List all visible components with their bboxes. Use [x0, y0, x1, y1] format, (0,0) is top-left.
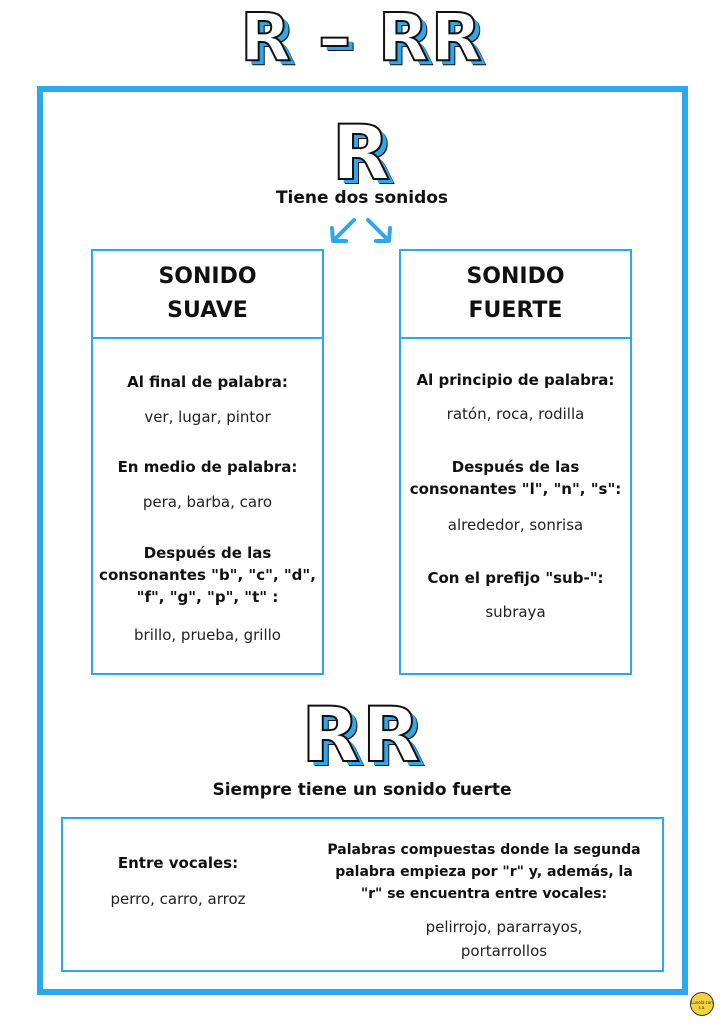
sonido-suave-box [91, 249, 324, 675]
suave-examples-medio: pera, barba, caro [142, 493, 273, 511]
sonido-fuerte-title: SONIDO FUERTE [401, 251, 630, 339]
rr-label-vocales: Entre vocales: [117, 854, 239, 872]
rr-examples-vocales: perro, carro, arroz [110, 890, 246, 908]
suave-examples-consonantes: brillo, prueba, grillo [134, 626, 281, 644]
author-logo: Lunela con s.a. [690, 992, 714, 1016]
fuerte-label-principio: Al principio de palabra: [416, 371, 615, 389]
arrow-down-right-icon [362, 216, 396, 246]
suave-label-consonantes: Después de las consonantes "b", "c", "d", "f", "g", "p", "t" : [99, 544, 316, 606]
arrow-down-left-icon [326, 216, 360, 246]
suave-examples-final: ver, lugar, pintor [144, 408, 271, 426]
fuerte-label-prefijo: Con el prefijo "sub-": [427, 569, 604, 587]
page-title: R – RR [240, 0, 484, 76]
r-subtitle: Tiene dos sonidos [275, 188, 449, 208]
sonido-fuerte-box [399, 249, 632, 675]
rr-subtitle: Siempre tiene un sonido fuerte [212, 780, 512, 800]
fuerte-examples-prefijo: subraya [485, 603, 546, 621]
rr-letter-heading: RR [301, 690, 423, 779]
fuerte-examples-consonantes: alrededor, sonrisa [447, 516, 584, 534]
suave-label-medio: En medio de palabra: [117, 458, 298, 476]
r-letter-heading: R [331, 108, 393, 197]
fuerte-label-consonantes: Después de las consonantes "l", "n", "s": [409, 458, 622, 498]
fuerte-examples-principio: ratón, roca, rodilla [446, 405, 585, 423]
suave-label-final: Al final de palabra: [127, 373, 288, 391]
rr-examples-compuestas: pelirrojo, pararrayos, portarrollos [425, 918, 583, 960]
rr-rules-box [61, 817, 664, 972]
sonido-suave-title: SONIDO SUAVE [93, 251, 322, 339]
rr-label-compuestas: Palabras compuestas donde la segunda palabra empieza por "r" y, además, la "r" se encuentra entre vocales: [327, 842, 641, 902]
